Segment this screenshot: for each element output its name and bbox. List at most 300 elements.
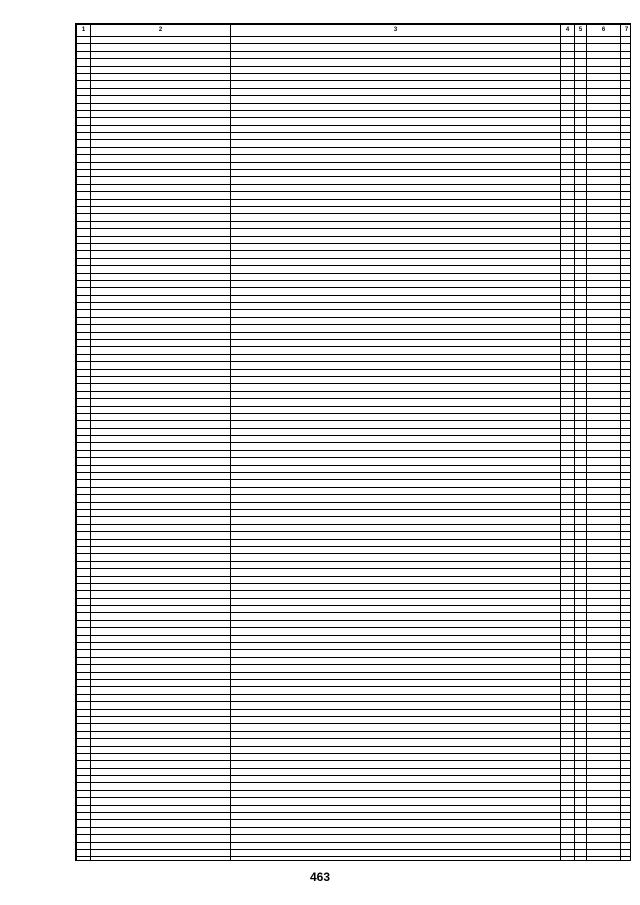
table-cell	[575, 753, 587, 760]
table-cell	[587, 620, 621, 627]
table-cell	[77, 177, 91, 184]
table-cell	[91, 184, 231, 191]
table-cell	[91, 487, 231, 494]
table-cell	[77, 229, 91, 236]
table-cell	[231, 487, 561, 494]
table-cell	[561, 214, 575, 221]
table-cell	[561, 118, 575, 125]
table-cell	[575, 332, 587, 339]
table-cell	[77, 598, 91, 605]
table-cell	[575, 184, 587, 191]
table-cell	[561, 753, 575, 760]
table-row	[77, 162, 632, 169]
table-cell	[575, 177, 587, 184]
table-cell	[91, 376, 231, 383]
table-cell	[587, 140, 621, 147]
table-cell	[587, 480, 621, 487]
table-cell	[587, 125, 621, 132]
table-cell	[621, 510, 632, 517]
table-cell	[91, 295, 231, 302]
table-row	[77, 406, 632, 413]
table-row	[77, 199, 632, 206]
table-cell	[77, 347, 91, 354]
table-cell	[561, 554, 575, 561]
table-cell	[561, 842, 575, 849]
table-row	[77, 820, 632, 827]
table-cell	[561, 421, 575, 428]
table-cell	[621, 687, 632, 694]
table-cell	[91, 576, 231, 583]
table-cell	[231, 391, 561, 398]
table-row	[77, 620, 632, 627]
table-cell	[91, 716, 231, 723]
table-cell	[575, 443, 587, 450]
table-cell	[231, 51, 561, 58]
table-cell	[231, 628, 561, 635]
table-cell	[621, 88, 632, 95]
table-cell	[231, 37, 561, 44]
table-cell	[77, 66, 91, 73]
table-cell	[77, 569, 91, 576]
table-cell	[561, 147, 575, 154]
table-row	[77, 428, 632, 435]
table-cell	[587, 147, 621, 154]
table-cell	[621, 694, 632, 701]
table-cell	[561, 391, 575, 398]
table-cell	[621, 332, 632, 339]
table-cell	[91, 162, 231, 169]
table-cell	[91, 44, 231, 51]
table-row	[77, 517, 632, 524]
table-cell	[231, 761, 561, 768]
table-row	[77, 391, 632, 398]
table-cell	[587, 672, 621, 679]
table-cell	[91, 643, 231, 650]
table-row	[77, 332, 632, 339]
table-row	[77, 303, 632, 310]
table-cell	[77, 524, 91, 531]
table-cell	[621, 753, 632, 760]
table-cell	[575, 206, 587, 213]
table-cell	[575, 406, 587, 413]
table-cell	[561, 362, 575, 369]
table-cell	[587, 768, 621, 775]
table-row	[77, 687, 632, 694]
table-cell	[621, 310, 632, 317]
table-cell	[587, 177, 621, 184]
table-cell	[77, 628, 91, 635]
table-row	[77, 421, 632, 428]
table-row	[77, 635, 632, 642]
table-cell	[77, 716, 91, 723]
table-row	[77, 384, 632, 391]
table-cell	[561, 532, 575, 539]
table-row	[77, 221, 632, 228]
table-row	[77, 569, 632, 576]
table-cell	[231, 554, 561, 561]
table-cell	[77, 399, 91, 406]
table-cell	[231, 118, 561, 125]
table-cell	[231, 66, 561, 73]
table-cell	[587, 369, 621, 376]
table-row	[77, 628, 632, 635]
table-cell	[77, 613, 91, 620]
table-cell	[561, 103, 575, 110]
table-cell	[91, 221, 231, 228]
table-cell	[231, 369, 561, 376]
table-cell	[575, 524, 587, 531]
table-cell	[77, 162, 91, 169]
table-cell	[587, 51, 621, 58]
table-cell	[91, 258, 231, 265]
table-cell	[587, 657, 621, 664]
table-cell	[77, 517, 91, 524]
table-cell	[587, 73, 621, 80]
table-row	[77, 583, 632, 590]
table-cell	[91, 59, 231, 66]
table-cell	[77, 694, 91, 701]
table-cell	[91, 857, 231, 861]
table-cell	[91, 369, 231, 376]
table-cell	[77, 170, 91, 177]
table-cell	[91, 591, 231, 598]
table-cell	[91, 665, 231, 672]
table-cell	[575, 857, 587, 861]
table-cell	[91, 140, 231, 147]
table-cell	[575, 413, 587, 420]
table-cell	[231, 421, 561, 428]
table-row	[77, 739, 632, 746]
table-cell	[91, 229, 231, 236]
table-cell	[91, 310, 231, 317]
table-cell	[575, 243, 587, 250]
table-cell	[587, 266, 621, 273]
document-page	[75, 23, 631, 861]
table-row	[77, 835, 632, 842]
table-row	[77, 362, 632, 369]
table-cell	[587, 561, 621, 568]
table-cell	[561, 679, 575, 686]
table-cell	[77, 561, 91, 568]
table-cell	[561, 857, 575, 861]
table-cell	[77, 73, 91, 80]
table-cell	[231, 229, 561, 236]
table-cell	[575, 495, 587, 502]
table-cell	[621, 487, 632, 494]
table-cell	[91, 384, 231, 391]
table-cell	[91, 81, 231, 88]
table-cell	[231, 539, 561, 546]
table-cell	[575, 125, 587, 132]
table-cell	[575, 140, 587, 147]
table-cell	[621, 73, 632, 80]
table-cell	[587, 502, 621, 509]
table-cell	[621, 406, 632, 413]
table-cell	[231, 273, 561, 280]
table-cell	[77, 857, 91, 861]
table-cell	[91, 273, 231, 280]
table-cell	[77, 776, 91, 783]
table-cell	[231, 657, 561, 664]
table-cell	[575, 110, 587, 117]
table-cell	[575, 258, 587, 265]
table-cell	[77, 591, 91, 598]
table-cell	[587, 214, 621, 221]
table-cell	[91, 583, 231, 590]
table-cell	[91, 110, 231, 117]
table-cell	[91, 413, 231, 420]
table-cell	[231, 546, 561, 553]
table-cell	[91, 724, 231, 731]
table-cell	[561, 177, 575, 184]
table-cell	[77, 473, 91, 480]
table-row	[77, 709, 632, 716]
table-row	[77, 650, 632, 657]
table-cell	[231, 436, 561, 443]
table-cell	[77, 118, 91, 125]
table-cell	[621, 303, 632, 310]
table-row	[77, 51, 632, 58]
table-cell	[561, 96, 575, 103]
table-cell	[561, 813, 575, 820]
table-cell	[77, 679, 91, 686]
table-cell	[231, 672, 561, 679]
table-cell	[561, 776, 575, 783]
table-cell	[77, 295, 91, 302]
table-cell	[561, 399, 575, 406]
table-cell	[231, 768, 561, 775]
table-cell	[561, 443, 575, 450]
table-cell	[621, 613, 632, 620]
table-cell	[231, 303, 561, 310]
table-cell	[77, 643, 91, 650]
table-row	[77, 273, 632, 280]
table-cell	[77, 214, 91, 221]
table-cell	[77, 251, 91, 258]
table-cell	[77, 790, 91, 797]
table-cell	[587, 421, 621, 428]
table-cell	[231, 206, 561, 213]
table-cell	[561, 332, 575, 339]
table-cell	[91, 125, 231, 132]
table-cell	[91, 155, 231, 162]
table-cell	[91, 88, 231, 95]
table-cell	[575, 606, 587, 613]
table-cell	[77, 37, 91, 44]
table-cell	[91, 347, 231, 354]
table-row	[77, 140, 632, 147]
table-cell	[575, 849, 587, 856]
table-cell	[621, 598, 632, 605]
table-cell	[621, 399, 632, 406]
table-row	[77, 110, 632, 117]
table-cell	[91, 118, 231, 125]
table-cell	[231, 376, 561, 383]
table-cell	[621, 273, 632, 280]
table-cell	[561, 746, 575, 753]
table-cell	[231, 96, 561, 103]
table-row	[77, 842, 632, 849]
table-cell	[587, 59, 621, 66]
table-cell	[575, 384, 587, 391]
table-cell	[91, 672, 231, 679]
table-cell	[561, 303, 575, 310]
table-cell	[621, 546, 632, 553]
table-cell	[575, 310, 587, 317]
table-row	[77, 177, 632, 184]
table-cell	[77, 317, 91, 324]
table-cell	[77, 133, 91, 140]
table-row	[77, 436, 632, 443]
table-cell	[587, 295, 621, 302]
table-cell	[231, 325, 561, 332]
table-cell	[77, 103, 91, 110]
table-row	[77, 465, 632, 472]
table-cell	[587, 288, 621, 295]
table-cell	[621, 295, 632, 302]
table-cell	[561, 613, 575, 620]
table-cell	[587, 221, 621, 228]
header-col-4: 4	[561, 25, 575, 37]
table-cell	[561, 783, 575, 790]
table-cell	[561, 155, 575, 162]
table-cell	[621, 561, 632, 568]
table-row	[77, 258, 632, 265]
table-cell	[587, 517, 621, 524]
table-cell	[77, 155, 91, 162]
table-cell	[621, 251, 632, 258]
table-cell	[231, 192, 561, 199]
table-cell	[587, 716, 621, 723]
table-cell	[91, 133, 231, 140]
table-cell	[621, 635, 632, 642]
table-cell	[91, 243, 231, 250]
table-cell	[561, 473, 575, 480]
table-cell	[77, 258, 91, 265]
table-cell	[561, 665, 575, 672]
table-cell	[77, 450, 91, 457]
table-cell	[561, 465, 575, 472]
table-cell	[231, 635, 561, 642]
table-cell	[91, 465, 231, 472]
table-cell	[91, 340, 231, 347]
table-cell	[91, 546, 231, 553]
table-cell	[621, 665, 632, 672]
table-cell	[587, 162, 621, 169]
table-cell	[231, 214, 561, 221]
table-cell	[561, 413, 575, 420]
table-cell	[587, 702, 621, 709]
table-row	[77, 310, 632, 317]
table-cell	[561, 81, 575, 88]
table-cell	[587, 251, 621, 258]
table-cell	[587, 458, 621, 465]
table-row	[77, 443, 632, 450]
table-cell	[91, 443, 231, 450]
table-cell	[91, 635, 231, 642]
table-cell	[231, 709, 561, 716]
table-cell	[91, 679, 231, 686]
table-cell	[77, 59, 91, 66]
table-row	[77, 340, 632, 347]
table-cell	[561, 88, 575, 95]
table-cell	[621, 147, 632, 154]
table-cell	[231, 820, 561, 827]
table-cell	[587, 532, 621, 539]
table-cell	[91, 613, 231, 620]
table-cell	[231, 155, 561, 162]
works-table	[76, 24, 631, 861]
table-cell	[587, 155, 621, 162]
table-cell	[621, 362, 632, 369]
table-cell	[91, 206, 231, 213]
header-col-5: 5	[575, 25, 587, 37]
table-cell	[77, 51, 91, 58]
table-cell	[561, 310, 575, 317]
table-cell	[575, 620, 587, 627]
table-cell	[91, 731, 231, 738]
table-cell	[587, 709, 621, 716]
table-cell	[561, 317, 575, 324]
table-row	[77, 532, 632, 539]
table-cell	[77, 709, 91, 716]
table-cell	[587, 473, 621, 480]
table-cell	[587, 650, 621, 657]
table-cell	[575, 221, 587, 228]
table-cell	[621, 495, 632, 502]
table-cell	[587, 827, 621, 834]
table-cell	[621, 539, 632, 546]
table-cell	[77, 243, 91, 250]
table-row	[77, 118, 632, 125]
table-cell	[231, 288, 561, 295]
table-cell	[91, 687, 231, 694]
table-row	[77, 251, 632, 258]
table-cell	[231, 687, 561, 694]
table-cell	[561, 273, 575, 280]
table-cell	[91, 199, 231, 206]
table-cell	[587, 495, 621, 502]
table-cell	[587, 849, 621, 856]
table-cell	[587, 332, 621, 339]
table-row	[77, 554, 632, 561]
table-cell	[621, 133, 632, 140]
table-cell	[575, 842, 587, 849]
table-cell	[77, 140, 91, 147]
table-cell	[575, 88, 587, 95]
table-cell	[231, 243, 561, 250]
table-cell	[77, 665, 91, 672]
table-cell	[575, 665, 587, 672]
table-cell	[231, 473, 561, 480]
table-cell	[575, 576, 587, 583]
table-cell	[91, 517, 231, 524]
table-header-row	[77, 25, 632, 37]
table-cell	[621, 96, 632, 103]
table-cell	[77, 672, 91, 679]
table-cell	[587, 347, 621, 354]
table-cell	[77, 739, 91, 746]
table-cell	[575, 81, 587, 88]
table-row	[77, 155, 632, 162]
page-number: 463	[309, 870, 331, 884]
table-cell	[621, 776, 632, 783]
table-cell	[621, 746, 632, 753]
table-cell	[561, 820, 575, 827]
table-cell	[561, 258, 575, 265]
table-cell	[621, 125, 632, 132]
table-cell	[231, 813, 561, 820]
